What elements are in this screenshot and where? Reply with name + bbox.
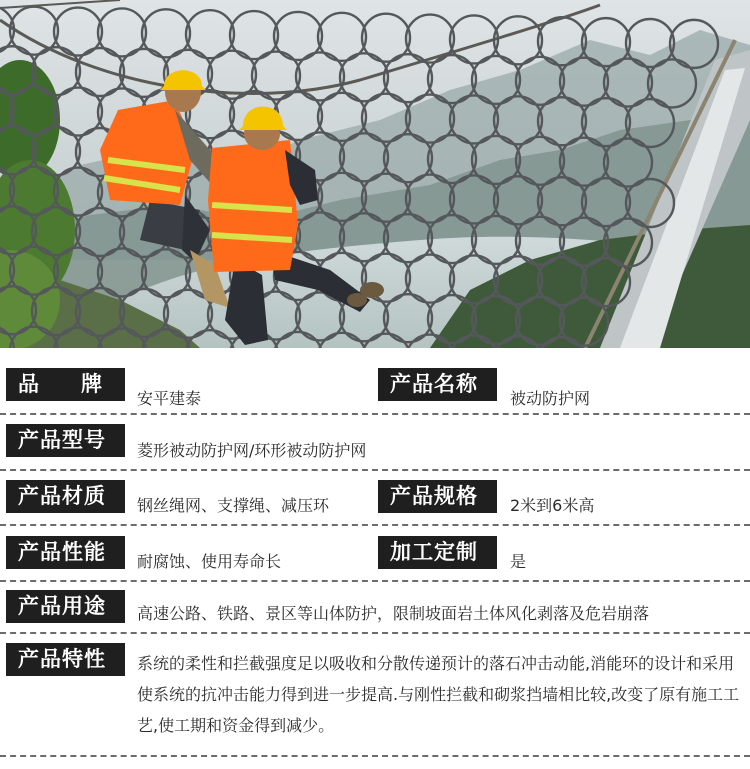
performance-value: 耐腐蚀、使用寿命长	[137, 552, 282, 571]
divider	[0, 632, 750, 634]
material-value: 钢丝绳网、支撑绳、减压环	[137, 496, 330, 515]
product-name-value: 被动防护网	[510, 389, 591, 408]
divider	[0, 524, 750, 526]
divider	[0, 755, 750, 757]
product-photo	[0, 0, 750, 348]
usage-label: 产品用途	[6, 590, 125, 623]
model-label: 产品型号	[6, 424, 125, 457]
performance-label: 产品性能	[6, 536, 125, 569]
divider	[0, 469, 750, 471]
divider	[0, 413, 750, 415]
divider	[0, 580, 750, 582]
usage-value: 高速公路、铁路、景区等山体防护，限制坡面岩土体风化剥落及危岩崩落	[137, 604, 650, 623]
material-label: 产品材质	[6, 480, 125, 513]
feature-value: 系统的柔性和拦截强度足以吸收和分散传递预计的落石冲击动能,消能环的设计和采用使系统的抗冲击能力得到进一步提高.与刚性拦截和砌浆挡墙相比较,改变了原有施工工艺,使工期和资金得到减少。	[137, 654, 740, 735]
brand-label: 品 牌	[6, 368, 125, 401]
product-name-label: 产品名称	[378, 368, 497, 401]
custom-label: 加工定制	[378, 536, 497, 569]
brand-value: 安平建泰	[137, 389, 202, 408]
custom-value: 是	[510, 552, 527, 571]
model-value: 菱形被动防护网/环形被动防护网	[137, 441, 367, 460]
size-value: 2米到6米高	[510, 496, 595, 515]
feature-label: 产品特性	[6, 643, 125, 676]
spec-table	[0, 348, 750, 769]
size-label: 产品规格	[378, 480, 497, 513]
